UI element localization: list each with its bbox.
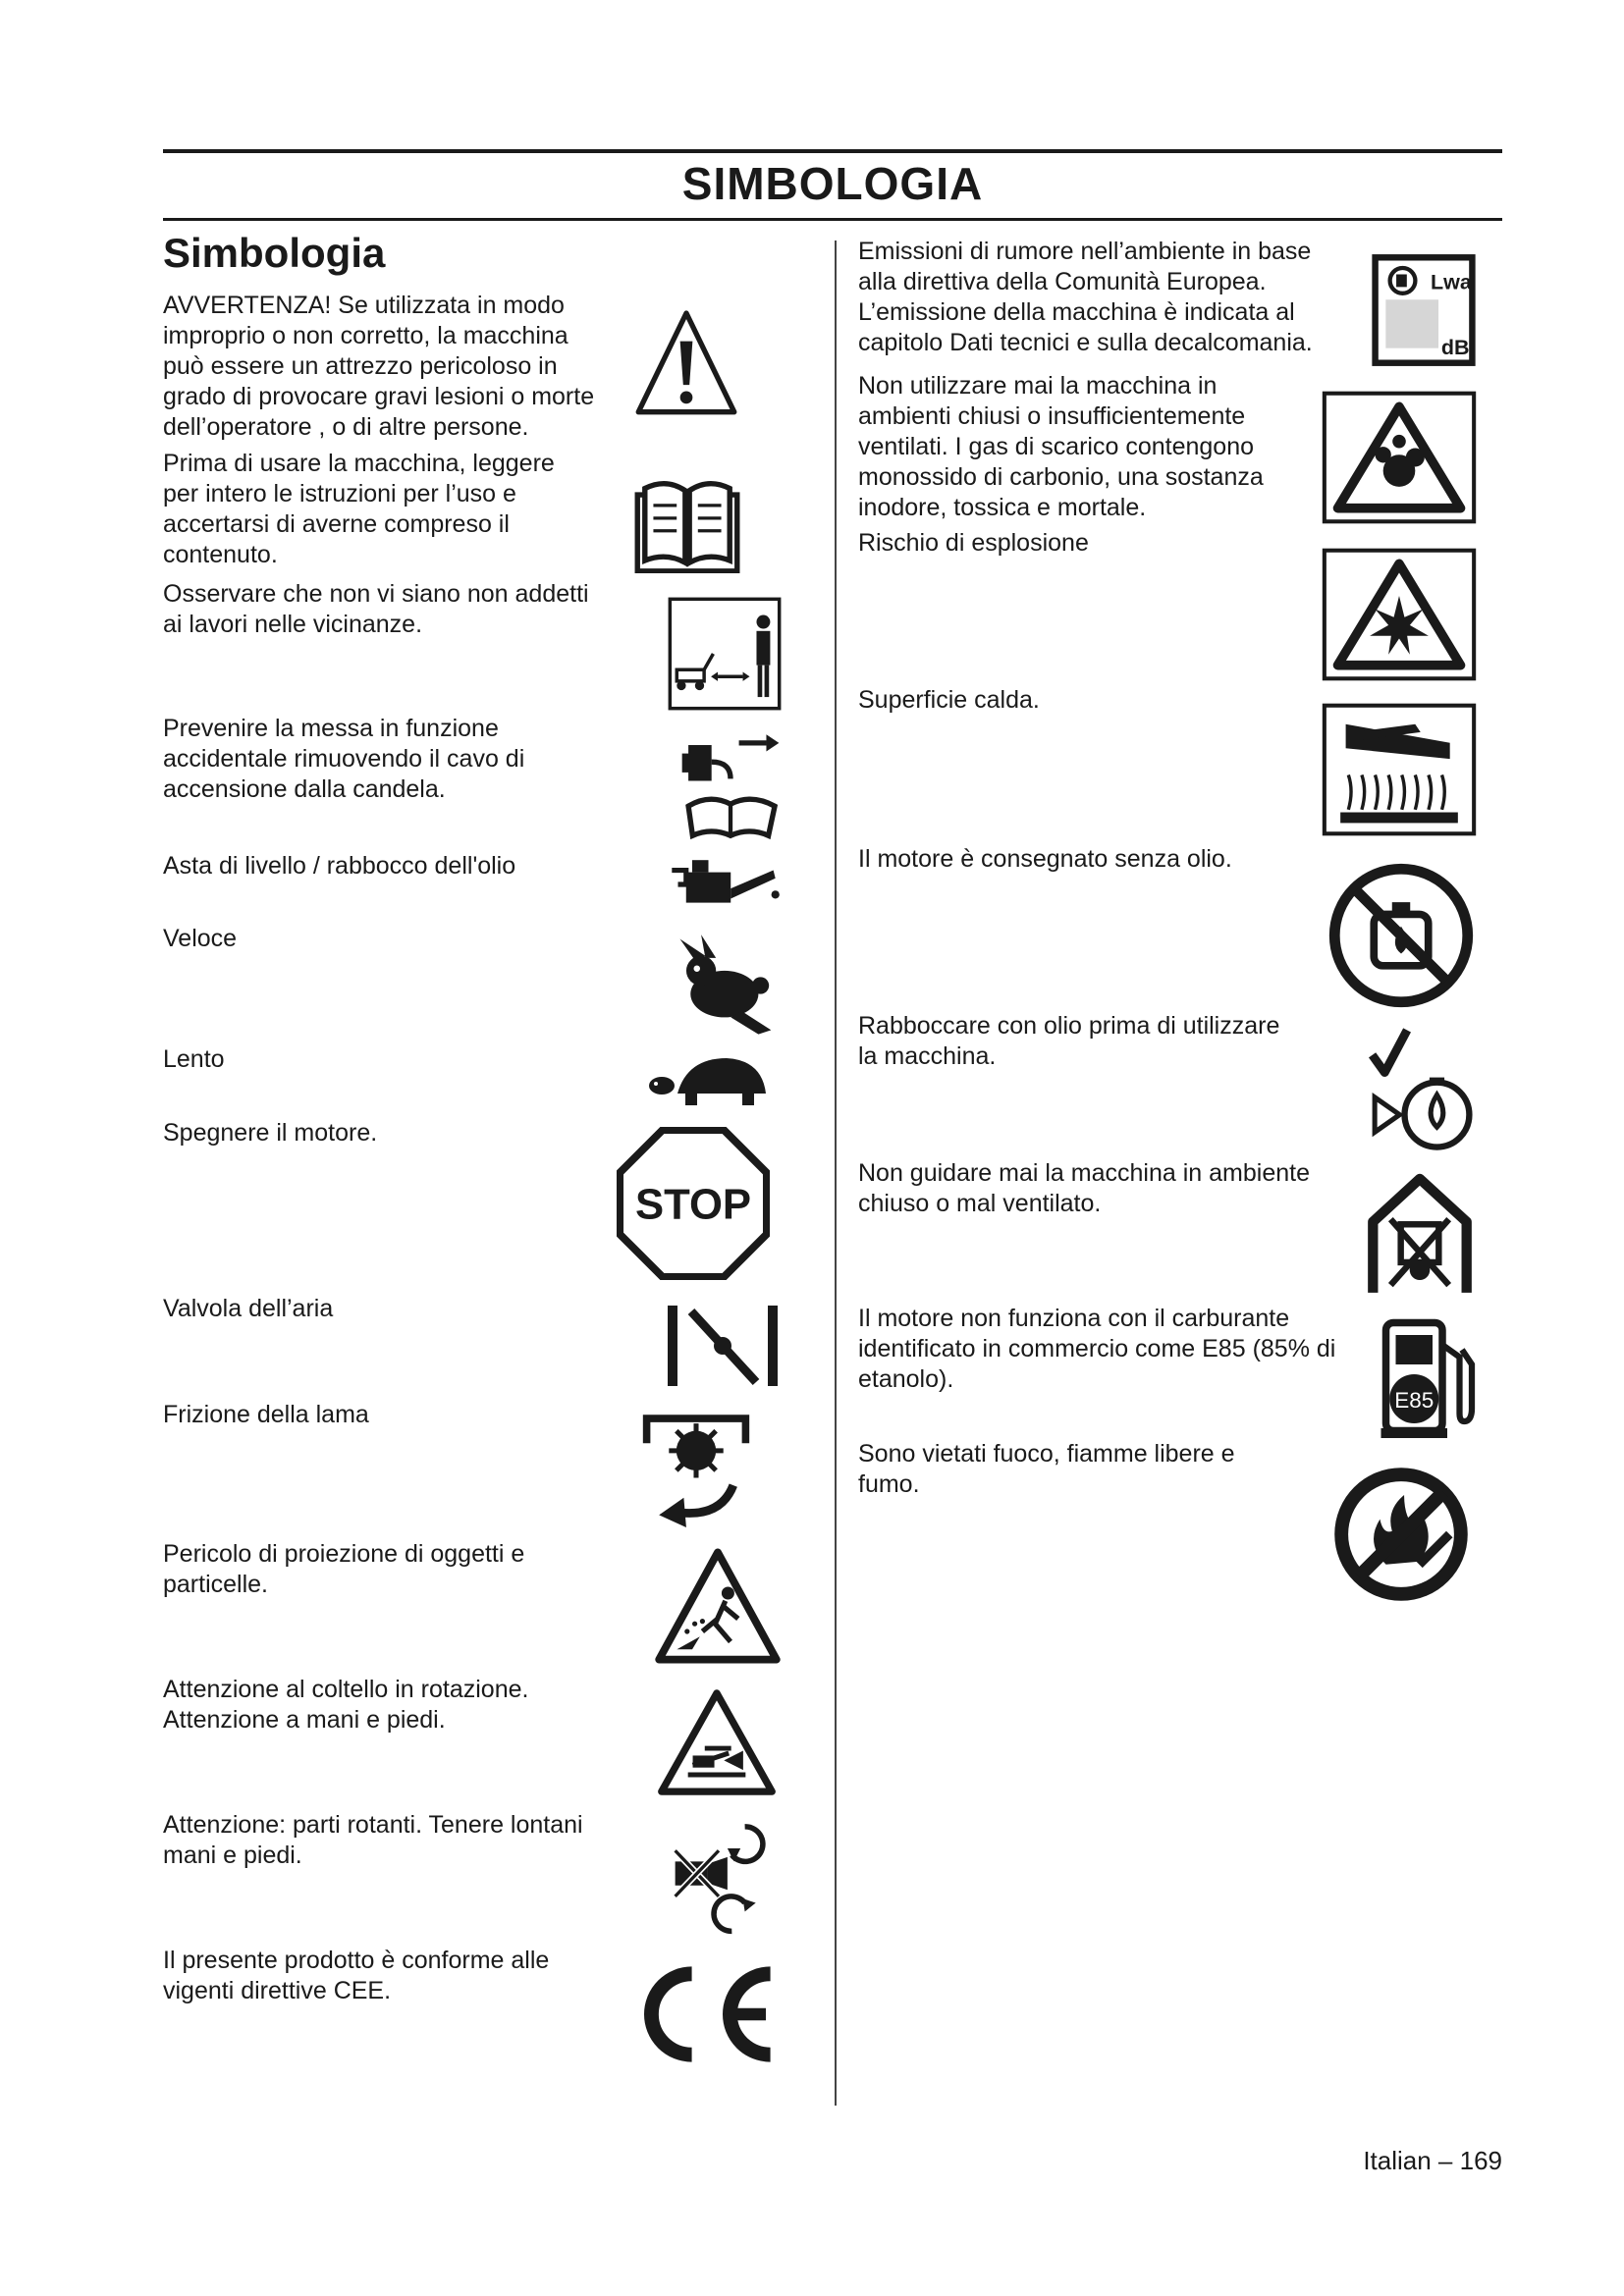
spark-plug-manual-icon bbox=[677, 730, 784, 846]
rotating-blade-icon bbox=[656, 1688, 778, 1796]
explosion-warning-icon bbox=[1322, 548, 1477, 681]
page-title: SIMBOLOGIA bbox=[681, 158, 984, 209]
exhaust-gas-warning-icon bbox=[1322, 391, 1477, 524]
symbol-text-thrown-objects: Pericolo di proiezione di oggetti e particelle. bbox=[163, 1540, 525, 1598]
rotating-parts-icon bbox=[664, 1818, 774, 1938]
symbol-text-e85: Il motore non funziona con il carburante identificato in commercio come E85 (85% di etanolo). bbox=[858, 1305, 1336, 1393]
symbol-text-ce: Il presente prodotto è conforme alle vigenti direttive CEE. bbox=[163, 1947, 550, 2004]
symbol-text-explosion: Rischio di esplosione bbox=[858, 529, 1089, 557]
symbol-text-fast: Veloce bbox=[163, 925, 238, 952]
column-divider bbox=[835, 240, 837, 2106]
open-manual-icon bbox=[634, 467, 740, 573]
blade-clutch-icon bbox=[634, 1408, 758, 1533]
thrown-objects-icon bbox=[654, 1547, 782, 1665]
noise-badge-bottom: dB bbox=[1440, 336, 1470, 360]
page-number: Italian – 169 bbox=[1363, 2146, 1502, 2175]
symbol-text-read-manual: Prima di usare la macchina, leggere per intero le istruzioni per l’uso e accertarsi di averne compreso il contenuto. bbox=[163, 450, 555, 568]
noise-badge-top: Lwa bbox=[1431, 270, 1472, 294]
e85-badge: E85 bbox=[1394, 1387, 1435, 1413]
symbol-text-rotating-parts: Attenzione: parti rotanti. Tenere lontani mani e piedi. bbox=[163, 1811, 583, 1869]
symbol-text-bystanders: Osservare che non vi siano non addetti ai lavori nelle vicinanze. bbox=[163, 580, 589, 638]
noise-emission-icon bbox=[1371, 253, 1477, 367]
symbol-text-blade-clutch: Frizione della lama bbox=[163, 1401, 369, 1428]
stop-sign-text: STOP bbox=[634, 1180, 752, 1229]
symbol-text-no-fire: Sono vietati fuoco, fiamme libere e fumo. bbox=[858, 1440, 1235, 1498]
rabbit-icon bbox=[672, 933, 782, 1039]
symbol-text-fill-oil: Rabboccare con olio prima di utilizzare la macchina. bbox=[858, 1012, 1280, 1070]
symbol-text-choke: Valvola dell’aria bbox=[163, 1295, 334, 1322]
symbol-text-rotating-blade: Attenzione al coltello in rotazione. Attenzione a mani e piedi. bbox=[163, 1676, 529, 1734]
hot-surface-icon bbox=[1322, 703, 1477, 836]
symbol-text-no-oil: Il motore è consegnato senza olio. bbox=[858, 845, 1232, 873]
symbol-text-no-indoor: Non guidare mai la macchina in ambiente chiuso o mal ventilato. bbox=[858, 1159, 1310, 1217]
header-top-rule bbox=[163, 149, 1502, 153]
header-bottom-rule bbox=[163, 218, 1502, 221]
section-title: Simbologia bbox=[163, 230, 386, 276]
choke-valve-icon bbox=[664, 1302, 782, 1390]
stop-sign-icon bbox=[617, 1127, 770, 1280]
symbol-text-warning: AVVERTENZA! Se utilizzata in modo improprio o non corretto, la macchina può essere un attrezzo pericoloso in grado di provocare gravi lesioni o morte dell’operatore , o di altre persone. bbox=[163, 292, 595, 441]
oil-can-icon bbox=[668, 854, 780, 915]
e85-fuel-icon bbox=[1379, 1315, 1477, 1443]
no-indoor-driving-icon bbox=[1363, 1168, 1477, 1296]
warning-triangle-icon bbox=[634, 306, 738, 424]
keep-distance-icon bbox=[668, 597, 782, 711]
symbol-text-spark-plug: Prevenire la messa in funzione accidentale rimuovendo il cavo di accensione dalla candela. bbox=[163, 715, 525, 803]
symbol-text-stop-engine: Spegnere il motore. bbox=[163, 1119, 378, 1147]
no-oil-icon bbox=[1326, 860, 1477, 1011]
fill-oil-icon bbox=[1365, 1025, 1477, 1152]
ce-mark-icon bbox=[624, 1957, 782, 2071]
turtle-icon bbox=[648, 1050, 776, 1111]
symbol-text-oil-dipstick: Asta di livello / rabbocco dell'olio bbox=[163, 852, 516, 880]
symbol-text-hot-surface: Superficie calda. bbox=[858, 686, 1040, 714]
symbol-text-exhaust: Non utilizzare mai la macchina in ambienti chiusi o insufficientemente ventilati. I gas di scarico contengono monossido di carbonio, una sostanza inodore, tossica e mortale. bbox=[858, 372, 1264, 521]
no-fire-smoking-icon bbox=[1326, 1459, 1477, 1610]
symbol-text-noise: Emissioni di rumore nell’ambiente in base alla direttiva della Comunità Europea. L’emissione della macchina è indicata al capitolo Dati tecnici e sulla decalcomania. bbox=[858, 238, 1313, 356]
symbol-text-slow: Lento bbox=[163, 1045, 225, 1073]
